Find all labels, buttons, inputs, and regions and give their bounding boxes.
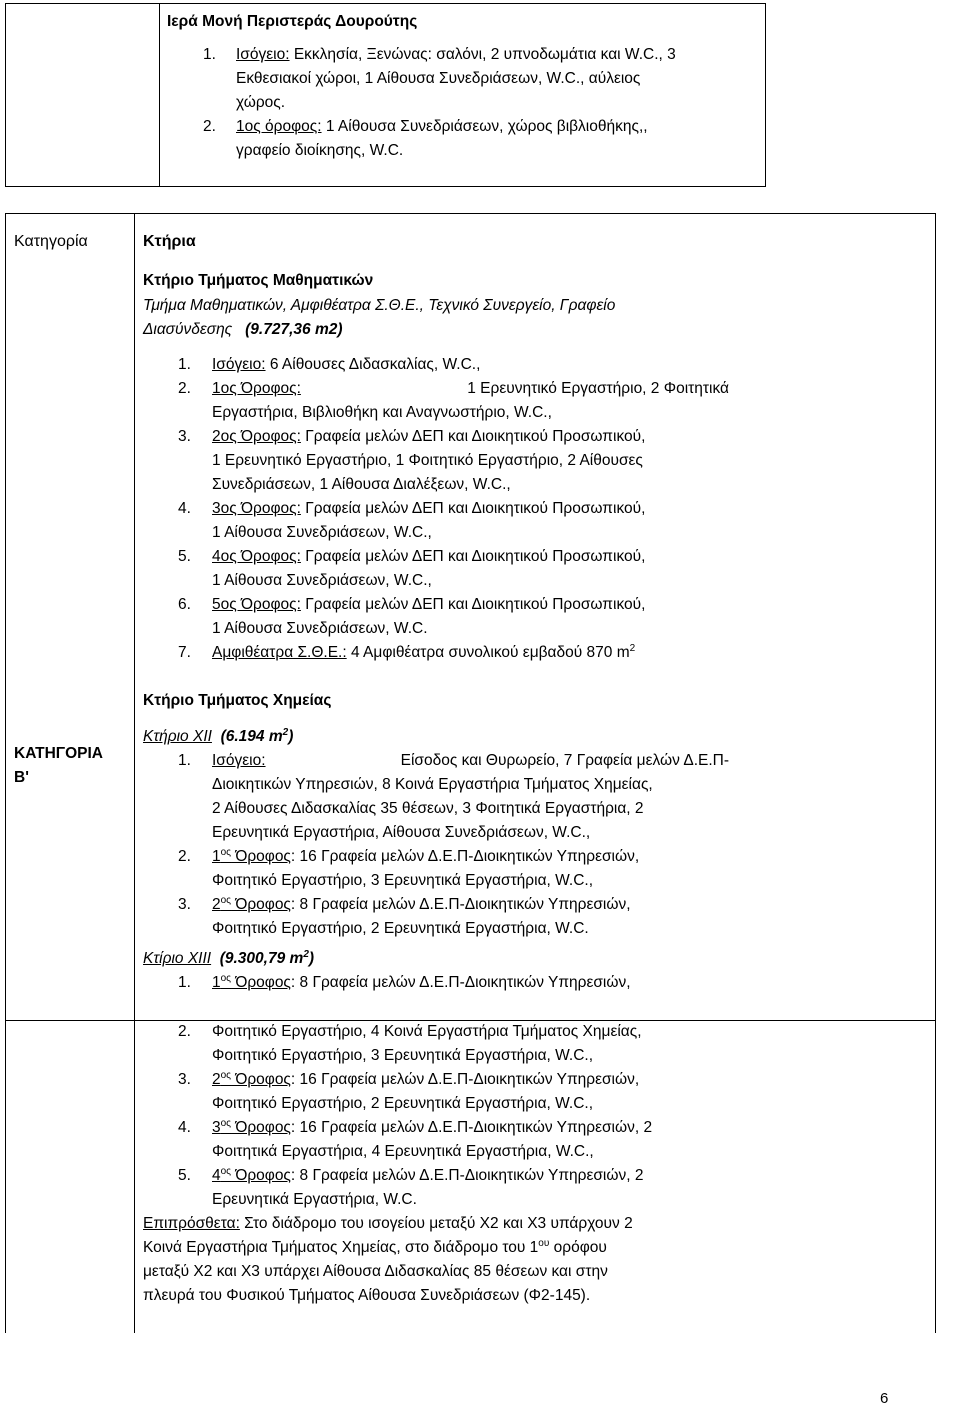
item-text: Φοιτητικό Εργαστήριο, 4 Κοινά Εργαστήρια Τμήματος Χημείας,	[212, 1023, 642, 1040]
area-end: )	[308, 950, 315, 967]
item-label: 4ος Όροφος:	[212, 548, 301, 565]
label-pre: 4	[212, 1167, 221, 1184]
item-text: : 8 Γραφεία μελών Δ.Ε.Π-Διοικητικών Υπηρεσιών, 2	[290, 1167, 644, 1184]
item-text: 2 Αίθουσες Διδασκαλίας 35 θέσεων, 3 Φοιτητικά Εργαστήρια, 2	[212, 800, 644, 817]
item-number: 1.	[178, 356, 191, 373]
addition-line-1	[143, 1212, 633, 1236]
category-b-line-2: Β'	[14, 769, 29, 786]
item-label	[212, 1167, 291, 1184]
item-text: Διοικητικών Υπηρεσιών, 8 Κοινά Εργαστήρια Τμήματος Χημείας,	[212, 776, 653, 793]
item-line	[212, 1164, 643, 1188]
item-text: : 16 Γραφεία μελών Δ.Ε.Π-Διοικητικών Υπηρεσιών, 2	[290, 1119, 653, 1136]
item-text: 1 Ερευνητικό Εργαστήριο, 2 Φοιτητικά	[467, 380, 729, 397]
header-category: Κατηγορία	[14, 233, 88, 250]
label-pre: 1	[212, 974, 221, 991]
item-text: 1 Αίθουσα Συνεδριάσεων, χώρος βιβλιοθήκης,,	[321, 118, 648, 135]
item-label	[212, 896, 291, 913]
item-text: Φοιτητικό Εργαστήριο, 2 Ερευνητικά Εργαστήρια, W.C.,	[212, 1095, 594, 1112]
item-text: Γραφεία μελών ΔΕΠ και Διοικητικού Προσωπικού,	[300, 596, 646, 613]
item-line	[212, 1116, 652, 1140]
building-12-heading	[143, 725, 293, 749]
superscript: ου	[538, 1237, 550, 1249]
chem-building-title: Κτήριο Τμήματος Χημείας	[143, 692, 332, 709]
item-label: Ισόγειο:	[212, 752, 266, 769]
building-12-label: Κτήριο XII	[143, 728, 212, 745]
area-value: (9.300,79 m	[219, 950, 304, 967]
superscript: ος	[220, 1069, 232, 1081]
page-number: 6	[880, 1390, 889, 1407]
area-end: )	[288, 728, 294, 745]
item-text: Ερευνητικά Εργαστήρια, Αίθουσα Συνεδριάσεων, W.C.,	[212, 824, 591, 841]
item-line	[212, 425, 645, 449]
item-text: Ερευνητικά Εργαστήρια, W.C.	[212, 1191, 417, 1208]
item-number: 5.	[178, 1167, 191, 1184]
item-number: 1.	[203, 46, 216, 63]
math-area: (9.727,36 m2)	[245, 321, 343, 338]
item-number: 1.	[178, 974, 191, 991]
item-number: 5.	[178, 548, 191, 565]
item-text: 1 Αίθουσα Συνεδριάσεων, W.C.,	[212, 524, 432, 541]
addition-line-4: πλευρά του Φυσικού Τμήματος Αίθουσα Συνεδριάσεων (Φ2-145).	[143, 1287, 591, 1304]
label-text: Όροφος	[231, 1167, 291, 1184]
item-text: Φοιτητικό Εργαστήριο, 3 Ερευνητικά Εργαστήρια, W.C.,	[212, 1047, 594, 1064]
building-12-area	[221, 728, 294, 745]
item-text: 6 Αίθουσες Διδασκαλίας, W.C.,	[265, 356, 481, 373]
item-text: Γραφεία μελών ΔΕΠ και Διοικητικού Προσωπικού,	[300, 548, 646, 565]
item-text: Φοιτητικό Εργαστήριο, 3 Ερευνητικά Εργαστήρια, W.C.,	[212, 872, 594, 889]
addition-label: Επιπρόσθετα:	[143, 1215, 240, 1232]
label-text: Όροφος	[231, 848, 291, 865]
item-line	[212, 353, 480, 377]
addition-text: Κοινά Εργαστήρια Τμήματος Χημείας, στο διάδρομο του 1	[143, 1239, 539, 1256]
item-line	[212, 893, 631, 917]
item-number: 3.	[178, 896, 191, 913]
item-number: 3.	[178, 1071, 191, 1088]
item-number: 4.	[178, 500, 191, 517]
item-number: 2.	[178, 1023, 191, 1040]
item-line	[212, 641, 635, 665]
label-text: Όροφος	[231, 1119, 291, 1136]
item-text: Γραφεία μελών ΔΕΠ και Διοικητικού Προσωπικού,	[300, 428, 646, 445]
item-line	[212, 593, 645, 617]
item-line	[212, 545, 645, 569]
item-number: 2.	[178, 848, 191, 865]
building-13-heading	[143, 947, 314, 971]
label-text: Όροφος	[231, 974, 291, 991]
item-label: 1ος όροφος:	[236, 118, 322, 135]
item-text: γραφείο διοίκησης, W.C.	[236, 142, 404, 159]
math-building-title: Κτήριο Τμήματος Μαθηματικών	[143, 272, 374, 289]
item-text: Εκκλησία, Ξενώνας: σαλόνι, 2 υπνοδωμάτια και W.C., 3	[289, 46, 676, 63]
item-label: Ισόγειο:	[236, 46, 290, 63]
superscript: 2	[303, 948, 309, 960]
item-label: Αμφιθέατρα Σ.Θ.Ε.:	[212, 644, 347, 661]
item-label: 5ος Όροφος:	[212, 596, 301, 613]
item-text: : 8 Γραφεία μελών Δ.Ε.Π-Διοικητικών Υπηρεσιών,	[290, 974, 631, 991]
label-pre: 1	[212, 848, 221, 865]
item-line	[212, 1068, 639, 1092]
item-text: Εργαστήρια, Βιβλιοθήκη και Αναγνωστήριο, W.C.,	[212, 404, 552, 421]
item-number: 6.	[178, 596, 191, 613]
math-building-subtitle-1: Τμήμα Μαθηματικών, Αμφιθέατρα Σ.Θ.Ε., Τεχνικό Συνεργείο, Γραφείο	[143, 297, 616, 314]
item-number: 4.	[178, 1119, 191, 1136]
item-number: 3.	[178, 428, 191, 445]
building-13-area	[220, 950, 314, 967]
item-number: 7.	[178, 644, 191, 661]
superscript: ος	[220, 972, 232, 984]
item-number: 2.	[178, 380, 191, 397]
item-text: Είσοδος και Θυρωρείο, 7 Γραφεία μελών Δ.Ε.Π-	[400, 752, 729, 769]
label-text: Όροφος	[231, 896, 291, 913]
superscript: 2	[282, 726, 289, 738]
item-text: 4 Αμφιθέατρα συνολικού εμβαδού 870 m	[346, 644, 630, 661]
item-text: Γραφεία μελών ΔΕΠ και Διοικητικού Προσωπικού,	[300, 500, 646, 517]
header-buildings: Κτήρια	[143, 233, 196, 250]
item-line	[212, 749, 729, 773]
label-pre: 2	[212, 1071, 221, 1088]
item-line	[212, 845, 639, 869]
item-line	[212, 377, 729, 401]
superscript: ος	[220, 1117, 232, 1129]
item-text: 1 Αίθουσα Συνεδριάσεων, W.C.	[212, 620, 428, 637]
item-label: 2ος Όροφος:	[212, 428, 301, 445]
building-13-label: Κτίριο XIII	[143, 950, 212, 967]
item-line	[236, 43, 756, 67]
item-label	[212, 848, 291, 865]
item-text: Εκθεσιακοί χώροι, 1 Αίθουσα Συνεδριάσεων, W.C., αύλειος	[236, 70, 641, 87]
item-text: : 8 Γραφεία μελών Δ.Ε.Π-Διοικητικών Υπηρεσιών,	[290, 896, 631, 913]
item-text: : 16 Γραφεία μελών Δ.Ε.Π-Διοικητικών Υπηρεσιών,	[290, 848, 640, 865]
item-line	[212, 971, 631, 995]
math-building-subtitle-2-line	[143, 318, 343, 342]
label-pre: 3	[212, 1119, 221, 1136]
item-text: Συνεδριάσεων, 1 Αίθουσα Διαλέξεων, W.C.,	[212, 476, 511, 493]
item-text: Φοιτητικό Εργαστήριο, 2 Ερευνητικά Εργαστήρια, W.C.	[212, 920, 589, 937]
item-number: 2.	[203, 118, 216, 135]
addition-line-3: μεταξύ Χ2 και Χ3 υπάρχει Αίθουσα Διδασκαλίας 85 θέσεων και στην	[143, 1263, 608, 1280]
item-label	[212, 1119, 291, 1136]
superscript: 2	[629, 642, 636, 654]
item-label: Ισόγειο:	[212, 356, 266, 373]
math-subtitle-2: Διασύνδεσης	[143, 321, 233, 338]
item-label	[212, 1071, 291, 1088]
item-text: 1 Αίθουσα Συνεδριάσεων, W.C.,	[212, 572, 432, 589]
top-box-title: Ιερά Μονή Περιστεράς Δουρούτης	[167, 13, 418, 30]
label-text: Όροφος	[231, 1071, 291, 1088]
item-text: χώρος.	[236, 94, 286, 111]
addition-text: ορόφου	[549, 1239, 607, 1256]
area-value: (6.194 m	[220, 728, 283, 745]
addition-text: Στο διάδρομο του ισογείου μεταξύ Χ2 και Χ3 υπάρχουν 2	[239, 1215, 633, 1232]
superscript: ος	[220, 846, 232, 858]
item-text: : 16 Γραφεία μελών Δ.Ε.Π-Διοικητικών Υπηρεσιών,	[290, 1071, 640, 1088]
item-line	[212, 497, 645, 521]
item-label	[212, 974, 291, 991]
item-text: 1 Ερευνητικό Εργαστήριο, 1 Φοιτητικό Εργαστήριο, 2 Αίθουσες	[212, 452, 643, 469]
label-pre: 2	[212, 896, 221, 913]
item-text: Φοιτητικά Εργαστήρια, 4 Ερευνητικά Εργαστήρια, W.C.,	[212, 1143, 594, 1160]
superscript: ος	[220, 1165, 232, 1177]
item-line	[236, 115, 648, 139]
superscript: ος	[220, 894, 232, 906]
item-label: 3ος Όροφος:	[212, 500, 301, 517]
item-number: 1.	[178, 752, 191, 769]
category-b-line-1: ΚΑΤΗΓΟΡΙΑ	[14, 745, 103, 762]
addition-line-2	[143, 1236, 607, 1260]
item-label: 1ος Όροφος:	[212, 380, 301, 397]
